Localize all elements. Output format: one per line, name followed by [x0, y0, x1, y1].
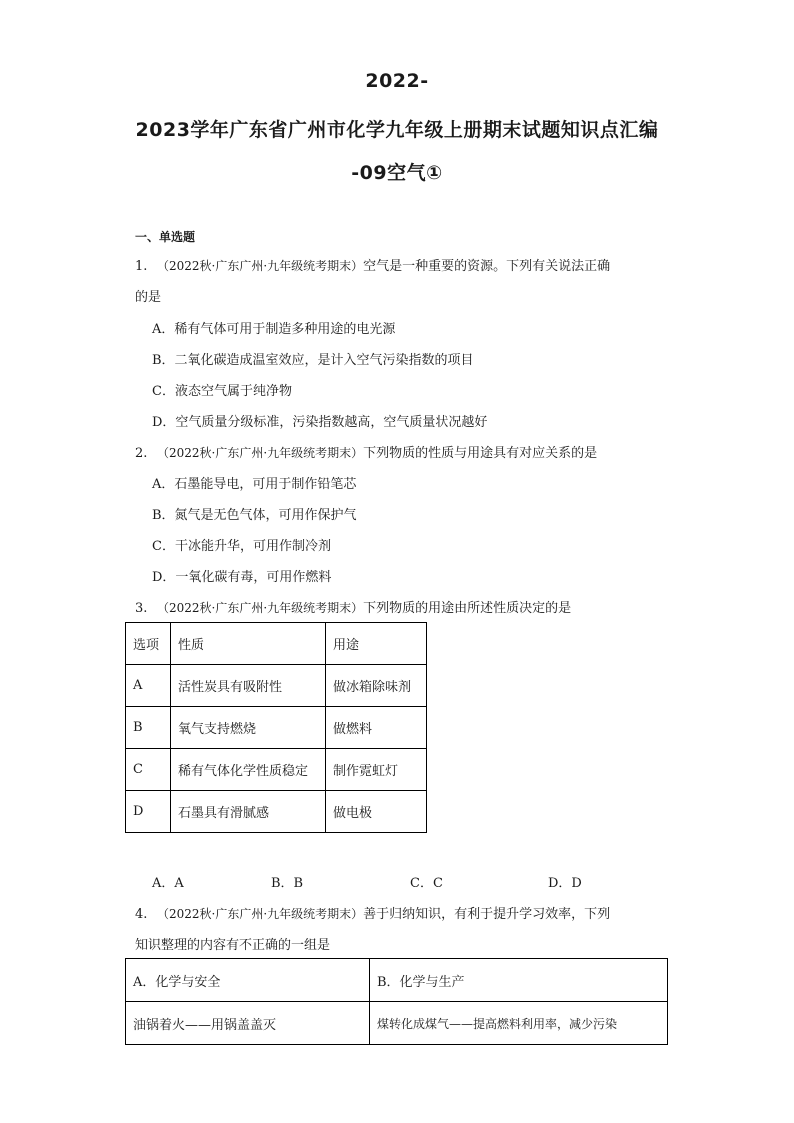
- doc-title-line-3: -09空气①: [351, 162, 443, 184]
- table-row: [126, 707, 427, 749]
- question-2-option-d: D．一氧化碳有毒，可用作燃料: [152, 570, 332, 585]
- table-cell: 做燃料: [326, 707, 427, 749]
- table-cell: 活性炭具有吸附性: [171, 665, 326, 707]
- question-3-line-1: [135, 597, 571, 616]
- table-header-cell: A．化学与安全: [126, 959, 370, 1002]
- table-cell: 油锅着火——用锅盖盖灭: [126, 1002, 370, 1045]
- question-stem: 空气是一种重要的资源。下列有关说法正确: [363, 259, 611, 274]
- question-number: 3.: [135, 601, 148, 616]
- question-stem: 下列物质的用途由所述性质决定的是: [363, 601, 572, 616]
- question-3-option-d: D．D: [548, 876, 582, 891]
- question-2-option-b: B．氮气是无色气体，可用作保护气: [152, 508, 357, 523]
- table-cell: 石墨具有滑腻感: [171, 791, 326, 833]
- table-cell: D: [126, 791, 171, 833]
- question-2-option-a: A．石墨能导电，可用于制作铅笔芯: [152, 477, 357, 492]
- table-row: [126, 1002, 668, 1045]
- question-number: 1.: [135, 259, 148, 274]
- question-2-option-c: C．干冰能升华，可用作制冷剂: [152, 539, 331, 554]
- table-header-cell: 选项: [126, 623, 171, 665]
- question-source: （2022秋·广东广州·九年级统考期末）: [157, 446, 364, 460]
- table-cell: 做冰箱除味剂: [326, 665, 427, 707]
- question-stem: 下列物质的性质与用途具有对应关系的是: [363, 446, 598, 461]
- question-source: （2022秋·广东广州·九年级统考期末）: [157, 259, 364, 273]
- table-cell: 做电极: [326, 791, 427, 833]
- question-number: 4.: [135, 907, 148, 922]
- table-row: [126, 749, 427, 791]
- question-stem: 善于归纳知识，有利于提升学习效率，下列: [363, 907, 611, 922]
- table-row: [126, 791, 427, 833]
- question-1-line-2: 的是: [135, 290, 162, 305]
- table-cell: 制作霓虹灯: [326, 749, 427, 791]
- table-cell: 稀有气体化学性质稳定: [171, 749, 326, 791]
- question-3-table: [125, 622, 427, 833]
- table-cell: 氧气支持燃烧: [171, 707, 326, 749]
- question-3-option-b: B．B: [271, 876, 304, 891]
- question-1-option-d: D．空气质量分级标准，污染指数越高，空气质量状况越好: [152, 415, 488, 430]
- question-source: （2022秋·广东广州·九年级统考期末）: [157, 907, 364, 921]
- doc-title-line-2: 2023学年广东省广州市化学九年级上册期末试题知识点汇编: [135, 119, 659, 141]
- question-1-option-b: B．二氧化碳造成温室效应，是计入空气污染指数的项目: [152, 353, 474, 368]
- doc-title-line-1: 2022-: [365, 70, 429, 92]
- table-cell: C: [126, 749, 171, 791]
- table-header-cell: B．化学与生产: [370, 959, 668, 1002]
- table-header-cell: 用途: [326, 623, 427, 665]
- table-cell: A: [126, 665, 171, 707]
- table-row: [126, 665, 427, 707]
- table-header-row: [126, 959, 668, 1002]
- table-cell: B: [126, 707, 171, 749]
- table-header-cell: 性质: [171, 623, 326, 665]
- question-number: 2.: [135, 446, 148, 461]
- question-source: （2022秋·广东广州·九年级统考期末）: [157, 601, 364, 615]
- table-cell: 煤转化成煤气——提高燃料利用率，减少污染: [370, 1002, 668, 1045]
- section-heading: 一、单选题: [135, 230, 196, 244]
- question-2-line-1: [135, 442, 597, 461]
- question-4-table: [125, 958, 668, 1045]
- question-1-option-c: C．液态空气属于纯净物: [152, 384, 292, 399]
- question-1-option-a: A．稀有气体可用于制造多种用途的电光源: [152, 322, 396, 337]
- question-4-line-1: [135, 903, 610, 922]
- question-4-line-2: 知识整理的内容有不正确的一组是: [135, 938, 331, 953]
- question-3-option-a: A．A: [152, 876, 184, 891]
- question-1-line-1: [135, 255, 610, 274]
- question-3-option-c: C．C: [410, 876, 443, 891]
- table-header-row: [126, 623, 427, 665]
